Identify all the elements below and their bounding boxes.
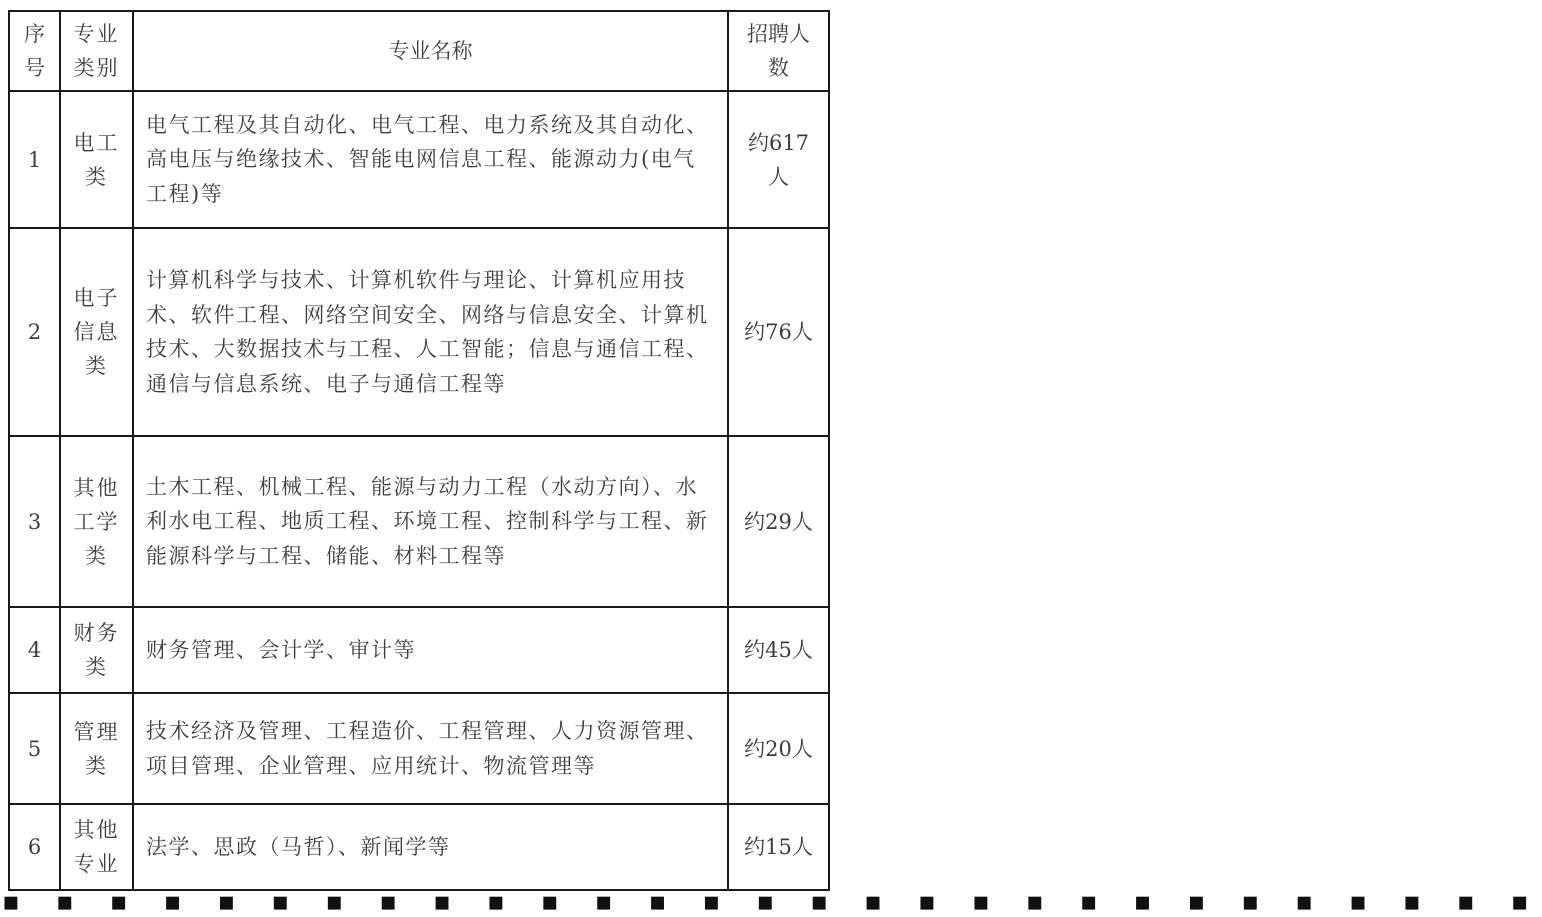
row-count: 约29人 <box>728 436 829 607</box>
header-count: 招聘人数 <box>728 11 829 91</box>
row-index: 2 <box>9 228 60 436</box>
row-count: 约15人 <box>728 804 829 890</box>
row-majors: 电气工程及其自动化、电气工程、电力系统及其自动化、高电压与绝缘技术、智能电网信息工程、能源动力(电气工程)等 <box>133 91 728 228</box>
row-index: 1 <box>9 91 60 228</box>
table-row <box>9 607 829 693</box>
row-majors: 财务管理、会计学、审计等 <box>133 607 728 693</box>
row-count: 约76人 <box>728 228 829 436</box>
row-index: 6 <box>9 804 60 890</box>
row-category: 其他工学类 <box>60 436 133 607</box>
row-category: 电子信息类 <box>60 228 133 436</box>
cut-off-text-line <box>0 887 1542 917</box>
header-category: 专业类别 <box>60 11 133 91</box>
header-index: 序号 <box>9 11 60 91</box>
table-row <box>9 228 829 436</box>
row-index: 4 <box>9 607 60 693</box>
cut-off-text: ▪ ▪ ▪ ▪ ▪ ▪ ▪ ▪ ▪ ▪ ▪ ▪ ▪ ▪ ▪ ▪ ▪ ▪ ▪ ▪ ▪ ▪ ▪ ▪ ▪ ▪ ▪ ▪ ▪ <box>2 887 1542 917</box>
recruitment-table <box>8 10 830 891</box>
row-index: 3 <box>9 436 60 607</box>
table-row <box>9 436 829 607</box>
header-majors: 专业名称 <box>133 11 728 91</box>
header-row <box>9 11 829 91</box>
table-row <box>9 693 829 804</box>
row-category: 财务类 <box>60 607 133 693</box>
row-majors: 计算机科学与技术、计算机软件与理论、计算机应用技术、软件工程、网络空间安全、网络与信息安全、计算机技术、大数据技术与工程、人工智能；信息与通信工程、通信与信息系统、电子与通信工程等 <box>133 228 728 436</box>
row-count: 约20人 <box>728 693 829 804</box>
row-category: 其他专业 <box>60 804 133 890</box>
row-majors: 技术经济及管理、工程造价、工程管理、人力资源管理、项目管理、企业管理、应用统计、物流管理等 <box>133 693 728 804</box>
table-row <box>9 91 829 228</box>
table-row <box>9 804 829 890</box>
row-count: 约45人 <box>728 607 829 693</box>
row-category: 电工类 <box>60 91 133 228</box>
row-category: 管理类 <box>60 693 133 804</box>
row-index: 5 <box>9 693 60 804</box>
row-majors: 土木工程、机械工程、能源与动力工程（水动方向）、水利水电工程、地质工程、环境工程、控制科学与工程、新能源科学与工程、储能、材料工程等 <box>133 436 728 607</box>
row-majors: 法学、思政（马哲）、新闻学等 <box>133 804 728 890</box>
row-count: 约617人 <box>728 91 829 228</box>
